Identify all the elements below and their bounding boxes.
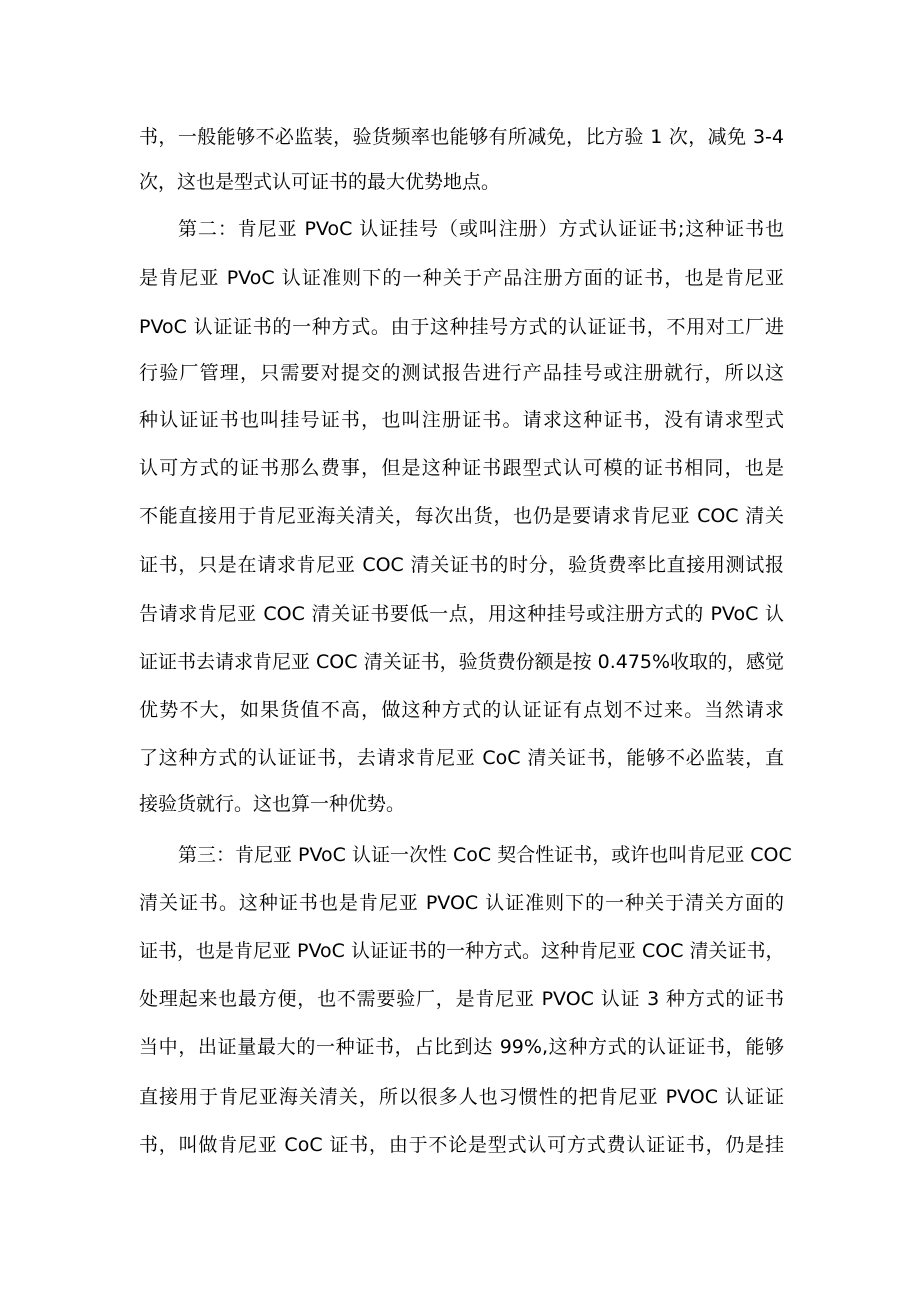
text-line: 次，这也是型式认可证书的最大优势地点。 (139, 171, 501, 193)
text-line: 接验货就行。这也算一种优势。 (139, 793, 406, 815)
text-line: 告请求肯尼亚 COC 清关证书要低一点，用这种挂号或注册方式的 PVoC 认 (139, 603, 784, 625)
text-line: 证书，只是在请求肯尼亚 COC 清关证书的时分，验货费率比直接用测试报 (139, 554, 784, 576)
text-line: 优势不大，如果货值不高，做这种方式的认证证有点划不过来。当然请求 (139, 699, 784, 721)
paragraph-first-line: 第三：肯尼亚 PVoC 认证一次性 CoC 契合性证书，或许也叫肯尼亚 COC (178, 844, 792, 866)
text-line: 认可方式的证书那么费事，但是这种证书跟型式认可模的证书相同，也是 (139, 457, 784, 479)
text-line: 处理起来也最方便，也不需要验厂，是肯尼亚 PVOC 认证 3 种方式的证书 (139, 988, 784, 1010)
text-line: PVoC 认证证书的一种方式。由于这种挂号方式的认证证书，不用对工厂进 (139, 316, 784, 338)
text-line: 清关证书。这种证书也是肯尼亚 PVOC 认证准则下的一种关于清关方面的 (139, 892, 784, 914)
paragraph-first-line: 第二：肯尼亚 PVoC 认证挂号（或叫注册）方式认证证书;这种证书也 (178, 218, 784, 240)
text-line: 书，一般能够不必监装，验货频率也能够有所减免，比方验 1 次，减免 3-4 (139, 126, 784, 148)
text-line: 是肯尼亚 PVoC 认证准则下的一种关于产品注册方面的证书，也是肯尼亚 (139, 267, 784, 289)
text-line: 直接用于肯尼亚海关清关，所以很多人也习惯性的把肯尼亚 PVOC 认证证 (139, 1086, 784, 1108)
text-line: 书，叫做肯尼亚 CoC 证书，由于不论是型式认可方式费认证证书，仍是挂 (139, 1134, 784, 1156)
text-line: 证书，也是肯尼亚 PVoC 认证证书的一种方式。这种肯尼亚 COC 清关证书， (139, 940, 785, 962)
text-line: 了这种方式的认证证书，去请求肯尼亚 CoC 清关证书，能够不必监装，直 (139, 747, 784, 769)
text-line: 不能直接用于肯尼亚海关清关，每次出货，也仍是要请求肯尼亚 COC 清关 (139, 505, 784, 527)
text-line: 行验厂管理，只需要对提交的测试报告进行产品挂号或注册就行，所以这 (139, 362, 784, 384)
text-line: 当中，出证量最大的一种证书，占比到达 99%,这种方式的认证证书，能够 (139, 1036, 784, 1058)
text-line: 种认证证书也叫挂号证书，也叫注册证书。请求这种证书，没有请求型式 (139, 409, 784, 431)
text-line: 证证书去请求肯尼亚 COC 清关证书，验货费份额是按 0.475%收取的，感觉 (139, 651, 785, 673)
